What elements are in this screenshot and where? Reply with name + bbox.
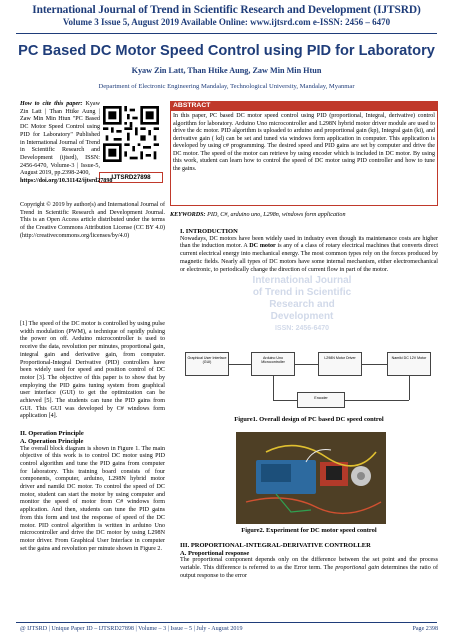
section3: [180, 542, 438, 581]
keywords: [170, 212, 438, 218]
abstract-text: In this paper, PC based DC motor speed control using PID (proportional, Integral, derivative) control algorithm for laboratory. Arduino Uno microcontroller and L298N hybrid motor driver module are used to drive the dc motor. PID algorithm is uploaded to arduino and proportional gain (kp), Integral gain (ki), and derivative gain ( kd) can be set and tuned via windows form application in computer. This application is developed by using c# programming. The desired speed and PID gains are set by computer and drive the DC motor. The speed of the motor can retrieve by using encoder which is included in DC motor. By using this work, student can learn how to control the speed of DC motor using PID controller and how to tune the gains.: [173, 113, 435, 172]
license-text: Copyright © 2019 by author(s) and International Journal of Trend in Scientific Research and Development Journal. This is an Open Access article distributed under the terms of the Creative Commons Attribution License (CC BY 4.0) (http://creativecommons.org/licenses/by/4.0): [20, 202, 165, 239]
section2-heading: II. Operation Principle: [20, 430, 84, 438]
footer-info: @ IJTSRD | Unique Paper ID – IJTSRD27898 | Volume – 3 | Issue – 5 | July - August 2019: [20, 626, 243, 632]
diagram-arrow: [345, 400, 409, 401]
diagram-arrow: [362, 364, 387, 365]
abstract-heading: ABSTRACT: [170, 101, 438, 111]
intro-continuation: [1] The speed of the DC motor is controlled by using pulse width modulation (PWM), a technique of rapidly pulsing the power on off. Arduino microcontroller is used to receive the data, revolution per minutes, proportional gain, integral gain and derivative gain, from computer. Proportional-Integral Derivative (PID) controllers have been widely used for speed and position control of DC motor [3]. The objective of this paper is to show that by employing the PID gains tuning system from graphical user interface (GUI) to get the optimization can be achieved [5]. The students can tune the PID gains from GUI. This GUI was developed by C# windows form application [4].: [20, 321, 165, 420]
intro-heading: I. INTRODUCTION: [180, 228, 238, 235]
diagram-arrow: [295, 364, 318, 365]
keywords-text: PID, C#, arduino uno, L298n, windows form application: [207, 212, 346, 218]
footer-rule: [16, 622, 437, 623]
journal-header: [0, 4, 453, 27]
citation-block: [20, 101, 100, 178]
left-column: [20, 321, 165, 553]
section2-subheading: A. Operation Principle: [20, 437, 84, 445]
diagram-box-encoder: Encoder: [297, 392, 345, 408]
diagram-arrow: [229, 364, 251, 365]
figure2-caption: Figure2. Experiment for DC motor speed control: [241, 527, 377, 534]
section3-text: The proportional component depends only on the difference between the set point and the process variable. This difference is referred to as the Error term. The proportional gain determines the ratio of output response to the error: [180, 557, 438, 579]
citation-label: How to cite this paper:: [20, 101, 83, 107]
header-rule: [16, 33, 437, 34]
diagram-box-arduino: Arduino Uno Microcontroller: [251, 352, 295, 376]
intro-section: [180, 228, 438, 274]
citation-text: Kyaw Zin Latt | Than Htike Aung | Zaw Min Min Htun "PC Based DC Motor Speed Control using PID for Laboratory" Published in International Journal of Trend in Scientific Research and Development (ijtsrd), ISSN: 2456-6470, Volume-3 | Issue-5, August 2019, pp.2398-2400,: [20, 101, 100, 177]
figure1-block-diagram: [185, 346, 437, 414]
qr-code-icon: [103, 106, 159, 162]
page-number: Page 2398: [412, 626, 438, 632]
intro-paragraph: Nowadays, DC motors have been widely used in industry even though its maintenance costs are higher than the induction motor. A DC motor is any of a class of rotary electrical machines that converts direct current electrical energy into mechanical energy. The most common types rely on the forces produced by magnetic fields. Nearly all types of DC motors have some internal mechanism, either electromechanical or electronic, to periodically change the direction of current flow in part of the motor.: [180, 235, 439, 273]
section2-text: The overall block diagram is shown in Figure 1. The main objective of this work is to control DC motor using PID control algorithm and tune the PID gains from computer for laboratory. This training board consists of four components, computer, arduino, L298N hybrid motor driver and namiki DC motor. To control the speed of DC motor, student can start the motor by using computer and monitor the speed of motor from C# windows form application. And then, students can tune the PID gains from this form and test the response of speed of the DC motor. PID control algorithm is written in arduino Uno microcontroller and drive the DC motor by using L298N motor driver. From Graphical User Interface in computer set the gains and revolution per minute shown in Figure 2.: [20, 445, 165, 552]
section3-heading: III. PROPORTIONAL-INTEGRAL-DERIVATIVE CONTROLLER: [180, 542, 371, 549]
diagram-arrow: [273, 400, 297, 401]
figure1-caption: Figure1. Overall design of PC based DC speed control: [234, 416, 384, 423]
experiment-photo: [236, 432, 386, 524]
diagram-arrow: [409, 376, 410, 400]
diagram-box-motor: Namiki DC 12V Motor: [387, 352, 431, 376]
doi-link[interactable]: https://doi.org/10.31142/ijtsrd27898: [20, 178, 113, 184]
paper-title: PC Based DC Motor Speed Control using PID for Laboratory: [18, 43, 435, 59]
diagram-box-driver: L298N Motor Driver: [318, 352, 362, 376]
page-footer: [20, 626, 438, 632]
watermark: International Journal of Trend in Scientific Research and Development ISSN: 2456-6470: [252, 275, 352, 332]
section3-subheading: A. Proportional response: [180, 549, 250, 557]
keywords-label: KEYWORDS:: [170, 212, 206, 218]
journal-title: International Journal of Trend in Scientific Research and Development (IJTSRD): [32, 4, 421, 16]
paper-authors: Kyaw Zin Latt, Than Htike Aung, Zaw Min Min Htun: [131, 66, 322, 75]
diagram-arrow: [273, 376, 274, 400]
paper-id-badge: IJTSRD27898: [99, 172, 163, 183]
diagram-box-gui: Graphical User Interface (GUI): [185, 352, 229, 376]
paper-affiliation: Department of Electronic Engineering Mandalay, Technological University, Mandalay, Myanmar: [98, 83, 355, 90]
journal-volume-line: Volume 3 Issue 5, August 2019 Available Online: www.ijtsrd.com e-ISSN: 2456 – 6470: [62, 17, 391, 27]
